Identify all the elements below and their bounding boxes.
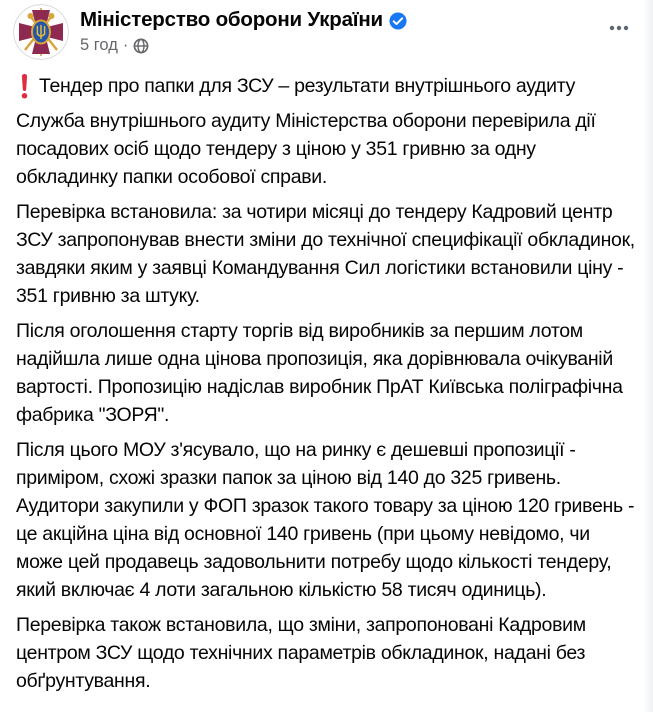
headline-text: Тендер про папки для ЗСУ – результати внутрішнього аудиту — [39, 75, 576, 97]
three-dots-menu-icon — [608, 17, 630, 39]
post-timestamp[interactable]: 5 год — [80, 36, 118, 54]
meta-separator: · — [122, 36, 129, 54]
red-exclamation-icon — [17, 74, 32, 99]
post-paragraph: Перевірка встановила: за чотири місяці до тендеру Кадровий центр ЗСУ запропонував внести зміни до технічної специфікації обкладинок, завдяки яким у заявці Командування Сил логістики встановили ціну - 351 гривню за штуку. — [16, 201, 635, 307]
verified-badge-icon — [389, 12, 407, 30]
post-content — [0, 60, 653, 695]
post-header — [0, 0, 653, 60]
post-paragraph: Перевірка також встановила, що зміни, запропоновані Кадровим центром ЗСУ щодо технічних параметрів обкладинок, надані без обґрунтування. — [16, 614, 586, 692]
post-paragraph: Після оголошення старту торгів від виробників за першим лотом надійшла лише одна цінова пропозиція, яка дорівнювала очікуваній вартості. Пропозицію надіслав виробник ПрАТ Київська поліграфічна фабрика "ЗОРЯ". — [16, 320, 623, 426]
post-paragraph: Після цього МОУ з'ясувало, що на ринку є дешевші пропозиції - приміром, схожі зразки папок за ціною від 140 до 325 гривень. Аудитори закупили у ФОП зразок такого товару за ціною 120 гривень - це акційна ціна від основної 140 гривень (при цьому невідомо, чи може цей продавець задовольнити потребу щодо кількості тендеру, який включає 4 лоти загальною кількістю 58 тисяч одиниць). — [16, 439, 635, 601]
page-name[interactable]: Міністерство оборони України — [80, 8, 383, 31]
post-headline — [16, 72, 637, 100]
page-avatar[interactable] — [13, 4, 69, 60]
post-paragraph: Служба внутрішнього аудиту Міністерства оборони перевірила дії посадових осіб щодо тендеру з ціною у 351 гривню за одну обкладинку папки особової справи. — [16, 110, 596, 188]
globe-icon — [133, 38, 149, 54]
post-options-button[interactable] — [601, 10, 637, 46]
post-meta — [80, 36, 407, 55]
